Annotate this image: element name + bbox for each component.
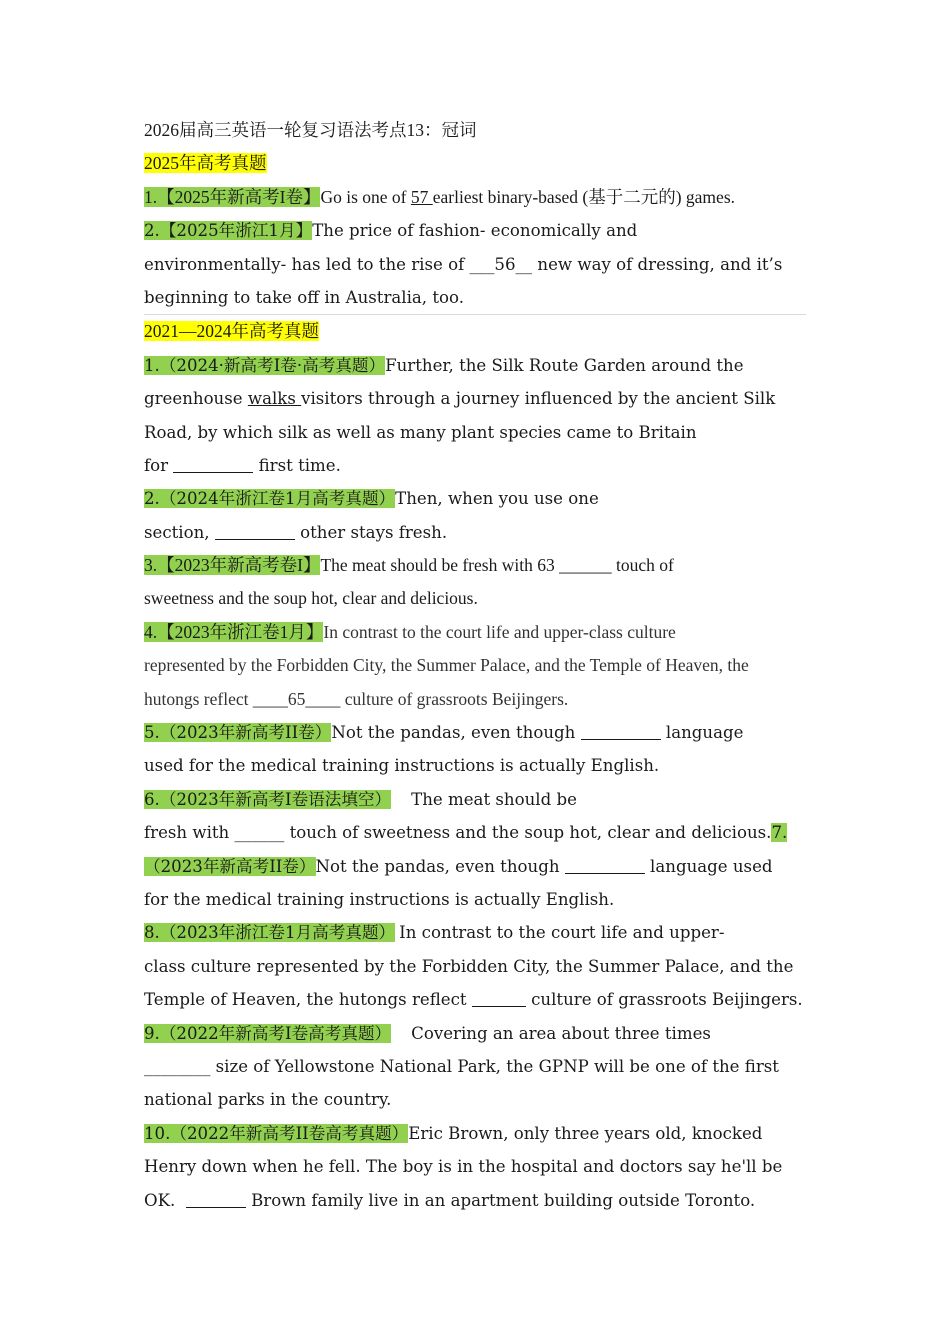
q5-line2: used for the medical training instructions is actually English. xyxy=(144,756,660,776)
q8-line3: Temple of Heaven, the hutongs reflect culture of grassroots Beijingers. xyxy=(144,983,806,1016)
question-tag: 8.（2023年浙江卷1月高考真题） xyxy=(144,923,396,943)
q8-line1: 8.（2023年浙江卷1月高考真题） In contrast to the court life and upper- xyxy=(144,923,725,943)
q5-line1: 5.（2023年新高考II卷）Not the pandas, even though language xyxy=(144,716,806,749)
q2025-2-line2: environmentally- has led to the rise of ___56__ new way of dressing, and it’s xyxy=(144,254,783,274)
q2025-2-line1: 2.【2025年浙江1月】The price of fashion- economically and xyxy=(144,221,638,241)
q9-line2: ________ size of Yellowstone National Park, the GPNP will be one of the first xyxy=(144,1056,779,1076)
q3-line2: sweetness and the soup hot, clear and delicious. xyxy=(144,588,478,609)
q6-line2: fresh with ______ touch of sweetness and the soup hot, clear and delicious.7. xyxy=(144,823,788,843)
q9-line3: national parks in the country. xyxy=(144,1090,392,1110)
question-tag: 2.（2024年浙江卷1月高考真题） xyxy=(144,489,396,509)
q2025-2-line3: beginning to take off in Australia, too. xyxy=(144,287,464,307)
answer-blank xyxy=(581,721,661,740)
question-number: 7. xyxy=(771,823,788,843)
question-tag: 10.（2022年新高考II卷高考真题） xyxy=(144,1123,409,1143)
answer-blank xyxy=(173,454,253,473)
q10-line3: OK. Brown family live in an apartment building outside Toronto. xyxy=(144,1184,806,1217)
q4-line3: hutongs reflect ____65____ culture of grassroots Beijingers. xyxy=(144,688,569,709)
answer-blank xyxy=(186,1188,246,1207)
q2025-1-line1: 1.【2025年新高考I卷】Go is one of 57 earliest binary-based (基于二元的) games. xyxy=(144,186,736,207)
q3-line1: 3.【2023年新高考卷I】The meat should be fresh with 63 ______ touch of xyxy=(144,555,674,576)
document-title: 2026届高三英语一轮复习语法考点13：冠词 xyxy=(144,120,477,140)
q2-line2: section, other stays fresh. xyxy=(144,516,806,549)
answer-blank xyxy=(565,854,645,873)
question-tag: 1.（2024·新高考I卷·高考真题） xyxy=(144,355,386,375)
question-tag: 5.（2023年新高考II卷） xyxy=(144,723,332,743)
question-tag: 2.【2025年浙江1月】 xyxy=(144,221,313,241)
question-tag: （2023年新高考II卷） xyxy=(144,856,316,876)
section-heading-2021-2024: 2021—2024年高考真题 xyxy=(144,321,319,342)
q2-line1: 2.（2024年浙江卷1月高考真题）Then, when you use one xyxy=(144,489,599,509)
q7-line1: （2023年新高考II卷）Not the pandas, even though language used xyxy=(144,850,806,883)
question-tag: 9.（2022年新高考I卷高考真题） xyxy=(144,1023,392,1043)
question-tag: 1.【2025年新高考I卷】 xyxy=(144,186,321,207)
section-heading-2025: 2025年高考真题 xyxy=(144,153,267,174)
q6-line1: 6.（2023年新高考I卷语法填空） The meat should be xyxy=(144,789,577,809)
q1-line3: Road, by which silk as well as many plant species came to Britain xyxy=(144,422,697,442)
answer-blank xyxy=(472,988,526,1007)
q10-line1: 10.（2022年新高考II卷高考真题）Eric Brown, only three years old, knocked xyxy=(144,1123,763,1143)
answer-blank xyxy=(215,520,295,539)
question-tag: 4.【2023年浙江卷1月】 xyxy=(144,621,324,642)
q8-line2: class culture represented by the Forbidden City, the Summer Palace, and the xyxy=(144,956,794,976)
q4-line2: represented by the Forbidden City, the Summer Palace, and the Temple of Heaven, the xyxy=(144,655,749,676)
question-tag: 6.（2023年新高考I卷语法填空） xyxy=(144,789,392,809)
q1-line4: for first time. xyxy=(144,449,806,482)
q7-line2: for the medical training instructions is actually English. xyxy=(144,889,615,909)
q10-line2: Henry down when he fell. The boy is in the hospital and doctors say he'll be xyxy=(144,1157,783,1177)
q9-line1: 9.（2022年新高考I卷高考真题） Covering an area about three times xyxy=(144,1023,711,1043)
q1-line1: 1.（2024·新高考I卷·高考真题）Further, the Silk Route Garden around the xyxy=(144,355,744,375)
q1-line2: greenhouse walks visitors through a journey influenced by the ancient Silk xyxy=(144,389,776,409)
question-tag: 3.【2023年新高考卷I】 xyxy=(144,555,321,576)
q4-line1: 4.【2023年浙江卷1月】In contrast to the court life and upper-class culture xyxy=(144,621,676,642)
document-page xyxy=(144,114,806,1217)
